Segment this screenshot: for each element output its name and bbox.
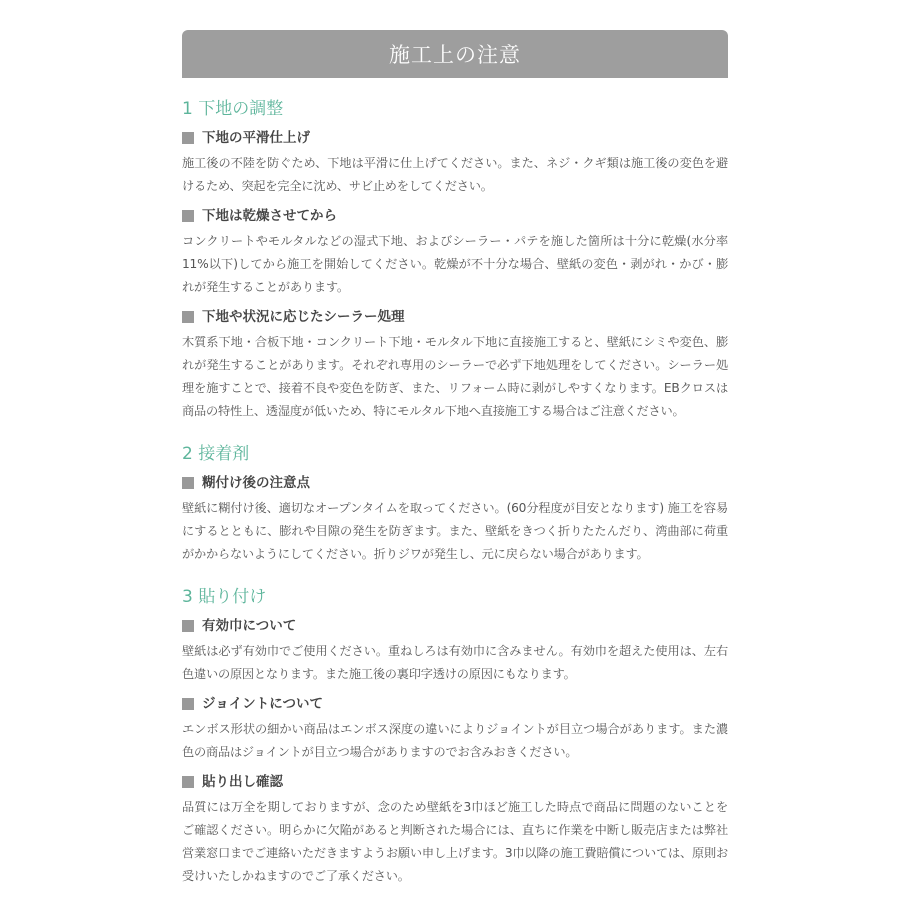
document xyxy=(182,30,728,888)
square-bullet-icon xyxy=(182,776,194,788)
body-text: エンボス形状の細かい商品はエンボス深度の違いによりジョイントが目立つ場合があります。また濃色の商品はジョイントが目立つ場合がありますのでお含みおきください。 xyxy=(182,722,728,759)
body-text: 木質系下地・合板下地・コンクリート下地・モルタル下地に直接施工すると、壁紙にシミや変色、膨れが発生することがあります。それぞれ専用のシーラーで必ず下地処理をしてください。シーラー処理を施すことで、接着不良や変色を防ぎ、また、リフォーム時に剥がしやすくなります。EBクロスは商品の特性上、透湿度が低いため、特にモルタル下地へ直接施工する場合はご注意ください。 xyxy=(182,335,728,418)
page-title: 施工上の注意 xyxy=(389,43,521,67)
subheading xyxy=(182,695,728,713)
subheading xyxy=(182,773,728,791)
body-text: 壁紙は必ず有効巾でご使用ください。重ねしろは有効巾に含みません。有効巾を超えた使用は、左右色違いの原因となります。また施工後の裏印字透けの原因にもなります。 xyxy=(182,644,728,681)
subheading xyxy=(182,129,728,147)
section-heading: 2 接着剤 xyxy=(182,444,250,464)
subheading-text: ジョイントについて xyxy=(202,696,323,712)
item-effective-width xyxy=(182,617,728,686)
square-bullet-icon xyxy=(182,698,194,710)
section-adhesive xyxy=(182,443,728,566)
square-bullet-icon xyxy=(182,311,194,323)
subheading-text: 下地の平滑仕上げ xyxy=(202,130,310,146)
item-joints xyxy=(182,695,728,764)
subheading-text: 下地は乾燥させてから xyxy=(202,208,337,224)
section-hanging xyxy=(182,586,728,888)
subheading xyxy=(182,617,728,635)
square-bullet-icon xyxy=(182,132,194,144)
item-smooth-finish xyxy=(182,129,728,198)
body-text: コンクリートやモルタルなどの湿式下地、およびシーラー・パテを施した箇所は十分に乾燥(水分率11%以下)してから施工を開始してください。乾燥が不十分な場合、壁紙の変色・剥がれ・かび・膨れが発生することがあります。 xyxy=(182,234,728,294)
section-heading: 1 下地の調整 xyxy=(182,99,284,119)
body-text: 品質には万全を期しておりますが、念のため壁紙を3巾ほど施工した時点で商品に問題のないことをご確認ください。明らかに欠陥があると判断された場合には、直ちに作業を中断し販売店または弊社営業窓口までご連絡いただきますようお願い申し上げます。3巾以降の施工費賠償については、原則お受けいたしかねますのでご了承ください。 xyxy=(182,800,728,883)
subheading-text: 貼り出し確認 xyxy=(202,774,283,790)
subheading-text: 下地や状況に応じたシーラー処理 xyxy=(202,309,405,325)
subheading xyxy=(182,474,728,492)
item-drying xyxy=(182,207,728,299)
title-bar xyxy=(182,30,728,78)
square-bullet-icon xyxy=(182,210,194,222)
subheading xyxy=(182,308,728,326)
body-text: 施工後の不陸を防ぐため、下地は平滑に仕上げてください。また、ネジ・クギ類は施工後の変色を避けるため、突起を完全に沈め、サビ止めをしてください。 xyxy=(182,156,728,193)
square-bullet-icon xyxy=(182,620,194,632)
subheading-text: 有効巾について xyxy=(202,618,297,634)
subheading xyxy=(182,207,728,225)
item-sealer xyxy=(182,308,728,423)
item-trial-check xyxy=(182,773,728,888)
item-after-pasting xyxy=(182,474,728,566)
square-bullet-icon xyxy=(182,477,194,489)
section-heading: 3 貼り付け xyxy=(182,587,267,607)
body-text: 壁紙に糊付け後、適切なオープンタイムを取ってください。(60分程度が目安となります) 施工を容易にするとともに、膨れや目隙の発生を防ぎます。また、壁紙をきつく折りたたんだり、湾曲部に荷重がかからないようにしてください。折りジワが発生し、元に戻らない場合があります。 xyxy=(182,501,728,561)
section-substrate xyxy=(182,98,728,423)
subheading-text: 糊付け後の注意点 xyxy=(202,475,310,491)
